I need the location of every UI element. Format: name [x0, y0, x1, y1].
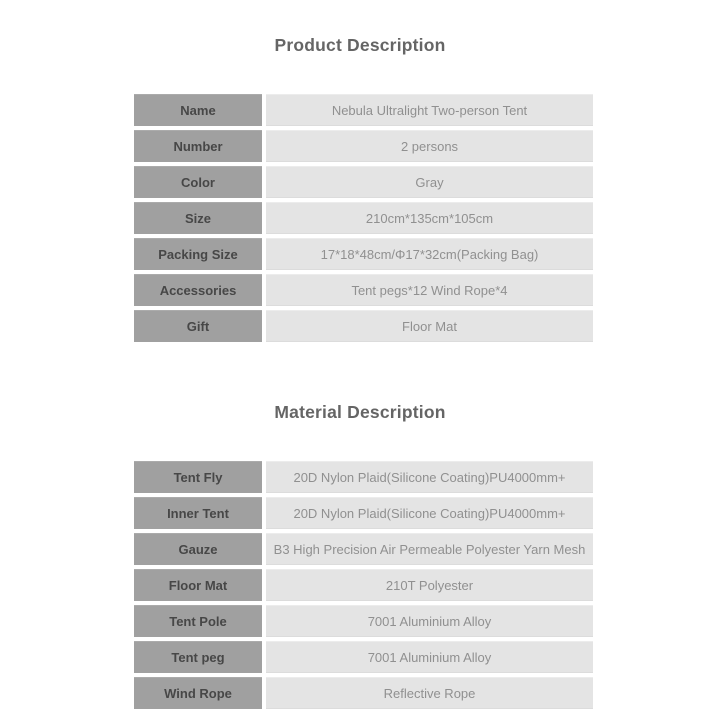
- product-description-title: Product Description: [274, 35, 446, 55]
- table-row: [134, 238, 593, 270]
- row-label: Gauze: [134, 533, 262, 565]
- table-row: [134, 310, 593, 342]
- row-value: 210T Polyester: [266, 569, 593, 601]
- row-label: Name: [134, 94, 262, 126]
- row-value: Nebula Ultralight Two-person Tent: [266, 94, 593, 126]
- table-row: [134, 605, 593, 637]
- table-row: [134, 166, 593, 198]
- table-row: [134, 533, 593, 565]
- row-label: Inner Tent: [134, 497, 262, 529]
- product-description-table: [134, 94, 593, 342]
- row-label: Tent Fly: [134, 461, 262, 493]
- row-label: Wind Rope: [134, 677, 262, 709]
- table-row: [134, 94, 593, 126]
- table-row: [134, 274, 593, 306]
- row-value: 7001 Aluminium Alloy: [266, 605, 593, 637]
- row-label: Tent peg: [134, 641, 262, 673]
- row-value: 20D Nylon Plaid(Silicone Coating)PU4000mm+: [266, 497, 593, 529]
- table-row: [134, 461, 593, 493]
- table-row: [134, 130, 593, 162]
- row-value: 210cm*135cm*105cm: [266, 202, 593, 234]
- material-description-title: Material Description: [274, 402, 446, 422]
- row-label: Gift: [134, 310, 262, 342]
- row-label: Size: [134, 202, 262, 234]
- row-value: Reflective Rope: [266, 677, 593, 709]
- row-value: Tent pegs*12 Wind Rope*4: [266, 274, 593, 306]
- row-label: Accessories: [134, 274, 262, 306]
- row-label: Number: [134, 130, 262, 162]
- table-row: [134, 677, 593, 709]
- row-label: Packing Size: [134, 238, 262, 270]
- row-value: Gray: [266, 166, 593, 198]
- table-row: [134, 641, 593, 673]
- row-label: Tent Pole: [134, 605, 262, 637]
- row-value: 2 persons: [266, 130, 593, 162]
- row-value: Floor Mat: [266, 310, 593, 342]
- row-value: 17*18*48cm/Φ17*32cm(Packing Bag): [266, 238, 593, 270]
- row-value: B3 High Precision Air Permeable Polyester Yarn Mesh: [266, 533, 593, 565]
- row-value: 7001 Aluminium Alloy: [266, 641, 593, 673]
- row-label: Floor Mat: [134, 569, 262, 601]
- row-label: Color: [134, 166, 262, 198]
- table-row: [134, 202, 593, 234]
- row-value: 20D Nylon Plaid(Silicone Coating)PU4000mm+: [266, 461, 593, 493]
- table-row: [134, 497, 593, 529]
- material-description-table: [134, 461, 593, 709]
- table-row: [134, 569, 593, 601]
